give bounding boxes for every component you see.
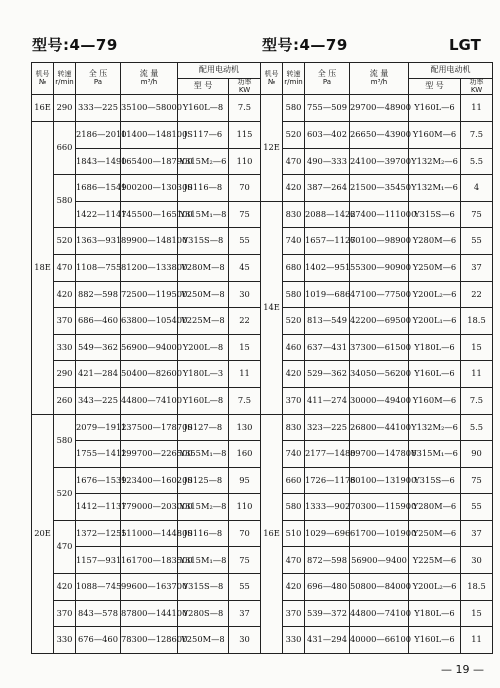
flow-cell: 37300—61500	[350, 334, 409, 361]
pressure-cell: 529—362	[305, 361, 350, 388]
machine-no-cell: 14E	[261, 201, 283, 414]
power-cell: 30	[461, 547, 493, 574]
speed-cell: 420	[54, 281, 76, 308]
flow-cell: 145500—165100	[121, 201, 178, 228]
flow-cell: 67400—111000	[350, 201, 409, 228]
speed-cell: 330	[54, 334, 76, 361]
power-cell: 18.5	[461, 574, 493, 601]
power-cell: 11	[461, 95, 493, 122]
power-cell: 15	[461, 600, 493, 627]
pressure-cell: 1676—1539	[76, 467, 121, 494]
table-row	[32, 254, 261, 281]
table-row	[261, 547, 493, 574]
table-row	[32, 121, 261, 148]
table-row	[261, 201, 493, 228]
speed-cell: 580	[54, 175, 76, 228]
motor-model-cell: Y315M₂—8	[178, 494, 229, 521]
flow-cell: 34050—56200	[350, 361, 409, 388]
power-cell: 95	[229, 467, 261, 494]
pressure-cell: 1657—1127	[305, 228, 350, 255]
motor-model-cell: Y160L—6	[409, 627, 461, 654]
flow-cell: 137500—178700	[121, 414, 178, 441]
power-cell: 7.5	[461, 121, 493, 148]
power-cell: 55	[461, 494, 493, 521]
flow-cell: 47100—77500	[350, 281, 409, 308]
power-cell: 70	[229, 175, 261, 202]
table-row	[261, 520, 493, 547]
speed-cell: 290	[54, 361, 76, 388]
flow-cell: 21500—35450	[350, 175, 409, 202]
company-logo-icon	[449, 34, 483, 54]
power-cell: 70	[229, 520, 261, 547]
power-cell: 130	[229, 414, 261, 441]
pressure-cell: 539—372	[305, 600, 350, 627]
pressure-cell: 686—460	[76, 308, 121, 335]
pressure-cell: 1686—1549	[76, 175, 121, 202]
table-row	[261, 361, 493, 388]
motor-model-cell: Y200L₂—6	[409, 574, 461, 601]
header-motor-group: 配用电动机	[178, 63, 261, 79]
pressure-cell: 1088—745	[76, 574, 121, 601]
header-machine-no: 机号 №	[261, 63, 283, 95]
power-cell: 7.5	[461, 387, 493, 414]
speed-cell: 330	[283, 627, 305, 654]
fan-table-left	[31, 62, 261, 654]
flow-cell: 161700—183500	[121, 547, 178, 574]
motor-model-cell: Y200L—8	[178, 334, 229, 361]
header-speed: 转速 r/min	[54, 63, 76, 95]
motor-model-cell: Y225M—6	[409, 547, 461, 574]
table-body-right	[261, 95, 493, 654]
flow-cell: 55300—90900	[350, 254, 409, 281]
pressure-cell: 843—578	[76, 600, 121, 627]
table-row	[261, 574, 493, 601]
pressure-cell: 1108—755	[76, 254, 121, 281]
header-flow: 流 量 m³/h	[121, 63, 178, 95]
power-cell: 37	[461, 520, 493, 547]
flow-cell: 89900—148100	[121, 228, 178, 255]
pressure-cell: 1372—1255	[76, 520, 121, 547]
power-cell: 75	[461, 467, 493, 494]
pressure-cell: 549—362	[76, 334, 121, 361]
table-row	[261, 148, 493, 175]
speed-cell: 330	[54, 627, 76, 654]
power-cell: 115	[229, 121, 261, 148]
speed-cell: 370	[54, 308, 76, 335]
flow-cell: 60100—98900	[350, 228, 409, 255]
header-motor-model: 型 号	[178, 79, 229, 95]
table-row	[32, 334, 261, 361]
speed-cell: 470	[283, 547, 305, 574]
pressure-cell: 2177—1480	[305, 441, 350, 468]
flow-cell: 87800—144100	[121, 600, 178, 627]
flow-cell: 89700—147800	[350, 441, 409, 468]
pressure-cell: 882—598	[76, 281, 121, 308]
power-cell: 5.5	[461, 414, 493, 441]
speed-cell: 740	[283, 441, 305, 468]
power-cell: 110	[229, 148, 261, 175]
pressure-cell: 676—460	[76, 627, 121, 654]
table-row	[32, 281, 261, 308]
table-row	[32, 574, 261, 601]
flow-cell: 123400—160200	[121, 467, 178, 494]
speed-cell: 520	[54, 228, 76, 255]
motor-model-cell: Y225M—8	[178, 308, 229, 335]
power-cell: 90	[461, 441, 493, 468]
header-power: 功率 KW	[229, 79, 261, 95]
power-cell: 30	[229, 627, 261, 654]
flow-cell: 78300—128600	[121, 627, 178, 654]
power-cell: 11	[461, 361, 493, 388]
power-cell: 110	[229, 494, 261, 521]
power-cell: 22	[229, 308, 261, 335]
motor-model-cell: JS125—8	[178, 467, 229, 494]
table-row	[261, 600, 493, 627]
motor-model-cell: Y280M—6	[409, 228, 461, 255]
speed-cell: 740	[283, 228, 305, 255]
table-row	[32, 361, 261, 388]
speed-cell: 580	[54, 414, 76, 467]
speed-cell: 420	[283, 175, 305, 202]
power-cell: 55	[229, 574, 261, 601]
pressure-cell: 387—264	[305, 175, 350, 202]
table-row	[261, 175, 493, 202]
speed-cell: 470	[54, 520, 76, 573]
motor-model-cell: Y160L—8	[178, 95, 229, 122]
pressure-cell: 1402—951	[305, 254, 350, 281]
motor-model-cell: JS116—8	[178, 520, 229, 547]
table-row	[32, 414, 261, 441]
motor-model-cell: Y315S—8	[178, 228, 229, 255]
motor-model-cell: Y250M—6	[409, 520, 461, 547]
table-row	[32, 467, 261, 494]
power-cell: 75	[229, 201, 261, 228]
flow-cell: 44800—74100	[350, 600, 409, 627]
header-pressure: 全 压 Pa	[76, 63, 121, 95]
flow-cell: 50400—82600	[121, 361, 178, 388]
model-title-left: 型号:4—79	[32, 36, 118, 54]
table-row	[32, 387, 261, 414]
power-cell: 18.5	[461, 308, 493, 335]
flow-cell: 26800—44100	[350, 414, 409, 441]
table-row	[261, 95, 493, 122]
speed-cell: 660	[54, 121, 76, 174]
speed-cell: 420	[283, 361, 305, 388]
flow-cell: 111000—144800	[121, 520, 178, 547]
fan-table-right	[260, 62, 493, 654]
power-cell: 11	[229, 361, 261, 388]
speed-cell: 520	[283, 308, 305, 335]
pressure-cell: 323—225	[305, 414, 350, 441]
header-pressure: 全 压 Pa	[305, 63, 350, 95]
motor-model-cell: Y280M—8	[178, 254, 229, 281]
motor-model-cell: Y132M₂—6	[409, 414, 461, 441]
power-cell: 30	[229, 281, 261, 308]
speed-cell: 510	[283, 520, 305, 547]
flow-cell: 40000—66100	[350, 627, 409, 654]
pressure-cell: 431—294	[305, 627, 350, 654]
speed-cell: 580	[283, 281, 305, 308]
motor-model-cell: Y280S—8	[178, 600, 229, 627]
pressure-cell: 333—225	[76, 95, 121, 122]
motor-model-cell: Y315S—8	[178, 574, 229, 601]
motor-model-cell: JS127—8	[178, 414, 229, 441]
table-row	[32, 228, 261, 255]
motor-model-cell: Y355M₁—8	[178, 441, 229, 468]
motor-model-cell: Y132M₁—6	[409, 175, 461, 202]
pressure-cell: 2088—1422	[305, 201, 350, 228]
motor-model-cell: Y315S—6	[409, 201, 461, 228]
pressure-cell: 1333—902	[305, 494, 350, 521]
flow-cell: 165400—187900	[121, 148, 178, 175]
flow-cell: 50800—84000	[350, 574, 409, 601]
pressure-cell: 1843—1490	[76, 148, 121, 175]
motor-model-cell: Y160L—8	[178, 387, 229, 414]
table-body-left	[32, 95, 261, 654]
table-row	[261, 414, 493, 441]
flow-cell: 44800—74100	[121, 387, 178, 414]
flow-cell: 42200—69500	[350, 308, 409, 335]
speed-cell: 580	[283, 95, 305, 122]
header-power: 功率 KW	[461, 79, 493, 95]
power-cell: 22	[461, 281, 493, 308]
flow-cell: 30000—49400	[350, 387, 409, 414]
pressure-cell: 421—284	[76, 361, 121, 388]
speed-cell: 830	[283, 414, 305, 441]
machine-no-cell: 16E	[32, 95, 54, 122]
table-row	[32, 520, 261, 547]
flow-cell: 35100—58000	[121, 95, 178, 122]
pressure-cell: 637—431	[305, 334, 350, 361]
table-row	[261, 228, 493, 255]
pressure-cell: 2079—1912	[76, 414, 121, 441]
speed-cell: 520	[54, 467, 76, 520]
pressure-cell: 411—274	[305, 387, 350, 414]
power-cell: 4	[461, 175, 493, 202]
motor-model-cell: JS116—8	[178, 175, 229, 202]
table-row	[261, 627, 493, 654]
speed-cell: 420	[283, 574, 305, 601]
flow-cell: 11400—148100	[121, 121, 178, 148]
table-row	[32, 308, 261, 335]
motor-model-cell: Y315M₁—8	[178, 201, 229, 228]
motor-model-cell: Y180L—6	[409, 334, 461, 361]
motor-model-cell: Y315S—6	[409, 467, 461, 494]
pressure-cell: 2186—2010	[76, 121, 121, 148]
motor-model-cell: Y250M—8	[178, 627, 229, 654]
flow-cell: 56900—9400	[350, 547, 409, 574]
motor-model-cell: Y280M—6	[409, 494, 461, 521]
power-cell: 7.5	[229, 387, 261, 414]
pressure-cell: 1412—1137	[76, 494, 121, 521]
motor-model-cell: Y180L—6	[409, 600, 461, 627]
motor-model-cell: Y200L₂—6	[409, 281, 461, 308]
pressure-cell: 1157—931	[76, 547, 121, 574]
speed-cell: 420	[54, 574, 76, 601]
pressure-cell: 1363—931	[76, 228, 121, 255]
speed-cell: 470	[54, 254, 76, 281]
speed-cell: 830	[283, 201, 305, 228]
power-cell: 11	[461, 627, 493, 654]
speed-cell: 290	[54, 95, 76, 122]
header-motor-model: 型 号	[409, 79, 461, 95]
pressure-cell: 813—549	[305, 308, 350, 335]
motor-model-cell: Y160L—6	[409, 361, 461, 388]
speed-cell: 660	[283, 467, 305, 494]
table-row	[32, 627, 261, 654]
flow-cell: 80100—131900	[350, 467, 409, 494]
power-cell: 55	[461, 228, 493, 255]
motor-model-cell: Y200L₁—6	[409, 308, 461, 335]
motor-model-cell: Y132M₂—6	[409, 148, 461, 175]
machine-no-cell: 16E	[261, 414, 283, 654]
motor-model-cell: Y180L—3	[178, 361, 229, 388]
machine-no-cell: 12E	[261, 95, 283, 201]
flow-cell: 179000—203000	[121, 494, 178, 521]
pressure-cell: 343—225	[76, 387, 121, 414]
header-flow: 流 量 m³/h	[350, 63, 409, 95]
motor-model-cell: Y315M₁—8	[178, 547, 229, 574]
table-row	[32, 95, 261, 122]
header-machine-no: 机号 №	[32, 63, 54, 95]
table-row	[32, 600, 261, 627]
flow-cell: 199700—226500	[121, 441, 178, 468]
motor-model-cell: Y315M₁—6	[409, 441, 461, 468]
motor-model-cell: JS117—6	[178, 121, 229, 148]
flow-cell: 99600—163700	[121, 574, 178, 601]
pressure-cell: 1755—1412	[76, 441, 121, 468]
header-motor-group: 配用电动机	[409, 63, 493, 79]
page-number: — 19 —	[441, 663, 484, 676]
pressure-cell: 1019—686	[305, 281, 350, 308]
motor-model-cell: Y160M—6	[409, 121, 461, 148]
speed-cell: 520	[283, 121, 305, 148]
power-cell: 160	[229, 441, 261, 468]
header-speed: 转速 r/min	[283, 63, 305, 95]
speed-cell: 680	[283, 254, 305, 281]
table-row	[261, 281, 493, 308]
pressure-cell: 1029—696	[305, 520, 350, 547]
table-row	[261, 308, 493, 335]
power-cell: 55	[229, 228, 261, 255]
motor-model-cell: Y160L—6	[409, 95, 461, 122]
power-cell: 45	[229, 254, 261, 281]
flow-cell: 70300—115900	[350, 494, 409, 521]
flow-cell: 56900—94000	[121, 334, 178, 361]
speed-cell: 370	[283, 600, 305, 627]
table-row	[261, 254, 493, 281]
model-title-right: 型号:4—79	[262, 36, 348, 54]
power-cell: 75	[229, 547, 261, 574]
machine-no-cell: 20E	[32, 414, 54, 654]
speed-cell: 470	[283, 148, 305, 175]
power-cell: 37	[461, 254, 493, 281]
table-row	[261, 467, 493, 494]
power-cell: 37	[229, 600, 261, 627]
flow-cell: 72500—119500	[121, 281, 178, 308]
flow-cell: 26650—43900	[350, 121, 409, 148]
pressure-cell: 603—402	[305, 121, 350, 148]
speed-cell: 370	[54, 600, 76, 627]
pressure-cell: 755—509	[305, 95, 350, 122]
table-row	[261, 494, 493, 521]
flow-cell: 61700—101900	[350, 520, 409, 547]
power-cell: 75	[461, 201, 493, 228]
table-row	[261, 334, 493, 361]
machine-no-cell: 18E	[32, 121, 54, 414]
pressure-cell: 872—598	[305, 547, 350, 574]
motor-model-cell: Y250M—8	[178, 281, 229, 308]
pressure-cell: 1422—1147	[76, 201, 121, 228]
power-cell: 15	[229, 334, 261, 361]
motor-model-cell: Y315M₂—6	[178, 148, 229, 175]
power-cell: 15	[461, 334, 493, 361]
table-row	[261, 387, 493, 414]
power-cell: 7.5	[229, 95, 261, 122]
table-row	[261, 441, 493, 468]
speed-cell: 460	[283, 334, 305, 361]
flow-cell: 100200—130300	[121, 175, 178, 202]
table-row	[261, 121, 493, 148]
motor-model-cell: Y160M—6	[409, 387, 461, 414]
pressure-cell: 696—480	[305, 574, 350, 601]
svg-text:LGT: LGT	[449, 36, 481, 54]
flow-cell: 24100—39700	[350, 148, 409, 175]
speed-cell: 260	[54, 387, 76, 414]
motor-model-cell: Y250M—6	[409, 254, 461, 281]
pressure-cell: 490—333	[305, 148, 350, 175]
pressure-cell: 1726—1176	[305, 467, 350, 494]
table-row	[32, 175, 261, 202]
speed-cell: 370	[283, 387, 305, 414]
flow-cell: 81200—133800	[121, 254, 178, 281]
flow-cell: 63800—105400	[121, 308, 178, 335]
speed-cell: 580	[283, 494, 305, 521]
power-cell: 5.5	[461, 148, 493, 175]
flow-cell: 29700—48900	[350, 95, 409, 122]
